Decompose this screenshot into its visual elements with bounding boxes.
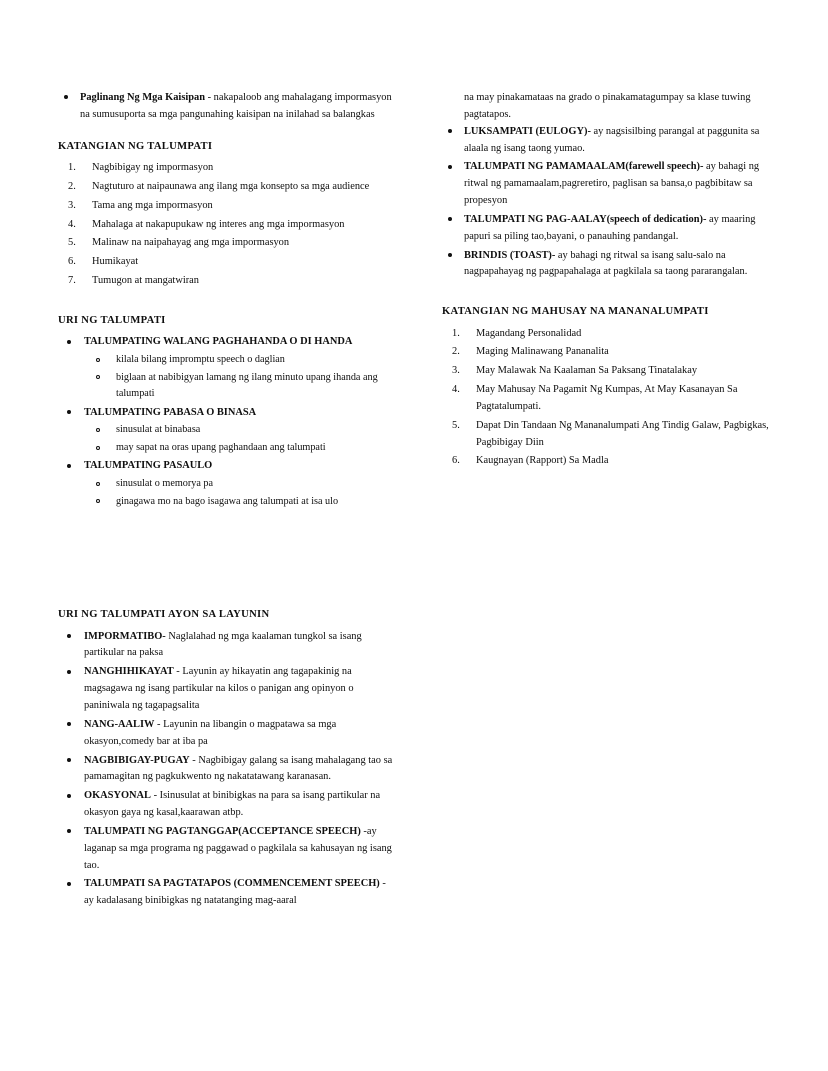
list-item: May Malawak Na Kaalaman Sa Paksang Tinatalakay bbox=[476, 365, 698, 377]
list-item bbox=[58, 788, 396, 822]
bullet-dot-icon bbox=[67, 670, 71, 674]
katangian-talumpati-list bbox=[58, 160, 396, 290]
sub-item-text: kilala bilang impromptu speech o daglian bbox=[116, 354, 285, 366]
left-column bbox=[0, 90, 414, 912]
bullet-dot-icon bbox=[67, 722, 71, 726]
term-description: - Nagbibigay galang sa isang mahalagang tao sa pamamagitan ng pagkukwento ng nakatatawang karanasan. bbox=[84, 754, 393, 783]
sub-list bbox=[84, 476, 396, 510]
spacer bbox=[58, 292, 396, 314]
list-item: Malinaw na naipahayag ang mga impormasyon bbox=[92, 237, 290, 249]
list-item bbox=[58, 717, 396, 751]
bullet-dot-icon bbox=[448, 217, 452, 221]
katangian-mahusay-list bbox=[442, 326, 776, 471]
list-item: Tumugon at mangatwiran bbox=[92, 275, 199, 287]
section-heading-katangian-mahusay: KATANGIAN NG MAHUSAY NA MANANALUMPATI bbox=[442, 306, 709, 318]
term-label: LUKSAMPATI (EULOGY)- bbox=[464, 125, 591, 137]
bullet-dot-icon bbox=[67, 410, 71, 414]
list-item: Nagbibigay ng impormasyon bbox=[92, 161, 214, 173]
term-label: OKASYONAL bbox=[84, 790, 151, 802]
sub-list-item bbox=[84, 476, 396, 493]
sub-list-item bbox=[84, 370, 396, 403]
spacer bbox=[58, 126, 396, 140]
list-item bbox=[58, 90, 396, 124]
circle-bullet-icon bbox=[96, 358, 100, 362]
list-item bbox=[58, 629, 396, 663]
list-item bbox=[58, 458, 396, 510]
uri-layunin-list bbox=[58, 629, 396, 911]
term-label: TALUMPATI SA PAGTATAPOS (COMMENCEMENT SPEECH) bbox=[84, 878, 380, 890]
list-item bbox=[442, 159, 776, 210]
list-item: Kaugnayan (Rapport) Sa Madla bbox=[476, 455, 609, 467]
term-label: TALUMPATI NG PAMAMAALAM(farewell speech)- bbox=[464, 161, 704, 173]
term-description: - Layunin na libangin o magpatawa sa mga okasyon,comedy bar at iba pa bbox=[84, 718, 337, 747]
term-description: - nakapaloob ang mahalagang impormasyon na sumusuporta sa mga pangunahing kaisipan na inilahad sa balangkas bbox=[80, 92, 392, 120]
bullet-dot-icon bbox=[448, 129, 452, 133]
sub-list bbox=[84, 352, 396, 403]
bullet-dot-icon bbox=[448, 253, 452, 257]
term-description: ay bahagi ng ritwal sa isang salu-salo na nagpapahayag ng pagpapahalaga at pagkilala sa taong pararangalan. bbox=[464, 249, 748, 278]
spacer bbox=[58, 512, 396, 608]
sub-list-item bbox=[84, 494, 396, 511]
sub-item-text: may sapat na oras upang paghandaan ang talumpati bbox=[116, 441, 326, 453]
section-heading-uri-ayon-sa-layunin: URI NG TALUMPATI AYON SA LAYUNIN bbox=[58, 609, 270, 621]
bullet-dot-icon bbox=[67, 340, 71, 344]
circle-bullet-icon bbox=[96, 499, 100, 503]
list-item: Dapat Din Tandaan Ng Mananalumpati Ang Tindig Galaw, Pagbigkas, Pagbibigay Diin bbox=[476, 419, 769, 448]
list-item bbox=[442, 124, 776, 158]
right-bullet-list bbox=[442, 124, 776, 282]
sub-list-item bbox=[84, 440, 396, 457]
sub-item-text: sinusulat o memorya pa bbox=[116, 478, 214, 490]
term-label: TALUMPATI NG PAG-AALAY(speech of dedication)- bbox=[464, 213, 707, 225]
term-description: ay maaring papuri sa piling tao,bayani, o panauhing pandangal. bbox=[464, 213, 756, 242]
term-label: TALUMPATING WALANG PAGHAHANDA O DI HANDA bbox=[84, 336, 353, 348]
continuation-paragraph: na may pinakamataas na grado o pinakamatagumpay sa klase tuwing pagtatapos. bbox=[464, 92, 751, 120]
term-label: NANG-AALIW bbox=[84, 718, 155, 730]
list-item bbox=[442, 248, 776, 282]
sub-list-item bbox=[84, 352, 396, 369]
section-heading-uri-talumpati: URI NG TALUMPATI bbox=[58, 314, 166, 326]
list-item: Humikayat bbox=[92, 256, 139, 268]
term-description: Naglalahad ng mga kaalaman tungkol sa isang partikular na paksa bbox=[84, 630, 362, 659]
bullet-dot-icon bbox=[67, 882, 71, 886]
term-label: Paglinang Ng Mga Kaisipan bbox=[80, 92, 205, 103]
bullet-dot-icon bbox=[67, 634, 71, 638]
bullet-dot-icon bbox=[67, 829, 71, 833]
sub-item-text: ginagawa mo na bago isagawa ang talumpati at isa ulo bbox=[116, 495, 339, 507]
bullet-dot-icon bbox=[67, 464, 71, 468]
term-description: ay bahagi ng ritwal ng pamamaalam,pagreretiro, paglisan sa bansa,o pagbibitaw sa propesyon bbox=[464, 161, 760, 207]
uri-talumpati-list bbox=[58, 334, 396, 510]
term-description: - Layunin ay hikayatin ang tagapakinig na magsagawa ng isang partikular na kilos o panigan ang opinyon o paniniwala ng tagapagsalita bbox=[84, 666, 354, 711]
term-label: NAGBIBIGAY-PUGAY bbox=[84, 754, 190, 766]
term-label: TALUMPATING PASAULO bbox=[84, 460, 213, 472]
bullet-dot-icon bbox=[67, 794, 71, 798]
term-description: - ay kadalasang binibigkas ng natatanging mag-aaral bbox=[84, 878, 386, 907]
term-label: IMPORMATIBO- bbox=[84, 630, 166, 642]
intro-bullet-list bbox=[58, 90, 396, 124]
circle-bullet-icon bbox=[96, 482, 100, 486]
list-item bbox=[58, 753, 396, 787]
bullet-dot-icon bbox=[67, 758, 71, 762]
list-item bbox=[58, 664, 396, 715]
term-description: -ay laganap sa mga programa ng paggawad o pagkilala sa kahusayan ng isang tao. bbox=[84, 825, 392, 871]
list-item: Tama ang mga impormasyon bbox=[92, 199, 213, 211]
sub-item-text: biglaan at nabibigyan lamang ng ilang minuto upang ihanda ang talumpati bbox=[116, 371, 378, 400]
list-item bbox=[58, 334, 396, 402]
list-item: Nagtuturo at naipaunawa ang ilang mga konsepto sa mga audience bbox=[92, 180, 370, 192]
bullet-dot-icon bbox=[64, 95, 68, 99]
list-item: Maging Malinawang Pananalita bbox=[476, 346, 609, 358]
circle-bullet-icon bbox=[96, 428, 100, 432]
spacer bbox=[442, 283, 776, 305]
sub-list-item bbox=[84, 422, 396, 439]
term-description: - Isinusulat at binibigkas na para sa isang partikular na okasyon gaya ng kasal,kaarawan atbp. bbox=[84, 790, 381, 819]
sub-list bbox=[84, 422, 396, 456]
circle-bullet-icon bbox=[96, 375, 100, 379]
list-item: Mahalaga at nakapupukaw ng interes ang mga impormasyon bbox=[92, 218, 345, 230]
term-label: NANGHIHIKAYAT bbox=[84, 666, 174, 678]
right-column bbox=[414, 90, 828, 472]
section-heading-katangian-talumpati: KATANGIAN NG TALUMPATI bbox=[58, 140, 213, 152]
term-label: TALUMPATING PABASA O BINASA bbox=[84, 406, 257, 418]
list-item bbox=[58, 876, 396, 910]
list-item bbox=[58, 824, 396, 875]
term-description: ay nagsisilbing parangal at paggunita sa alaala ng isang taong yumao. bbox=[464, 125, 760, 154]
term-label: BRINDIS (TOAST)- bbox=[464, 249, 556, 261]
list-item: May Mahusay Na Pagamit Ng Kumpas, At May Kasanayan Sa Pagtatalumpati. bbox=[476, 384, 738, 412]
list-item bbox=[58, 405, 396, 457]
term-label: TALUMPATI NG PAGTANGGAP(ACCEPTANCE SPEECH) bbox=[84, 825, 361, 837]
circle-bullet-icon bbox=[96, 446, 100, 450]
list-item: Magandang Personalidad bbox=[476, 327, 582, 339]
list-item bbox=[442, 212, 776, 246]
bullet-dot-icon bbox=[448, 165, 452, 169]
sub-item-text: sinusulat at binabasa bbox=[116, 424, 201, 436]
two-column-layout bbox=[0, 90, 828, 912]
